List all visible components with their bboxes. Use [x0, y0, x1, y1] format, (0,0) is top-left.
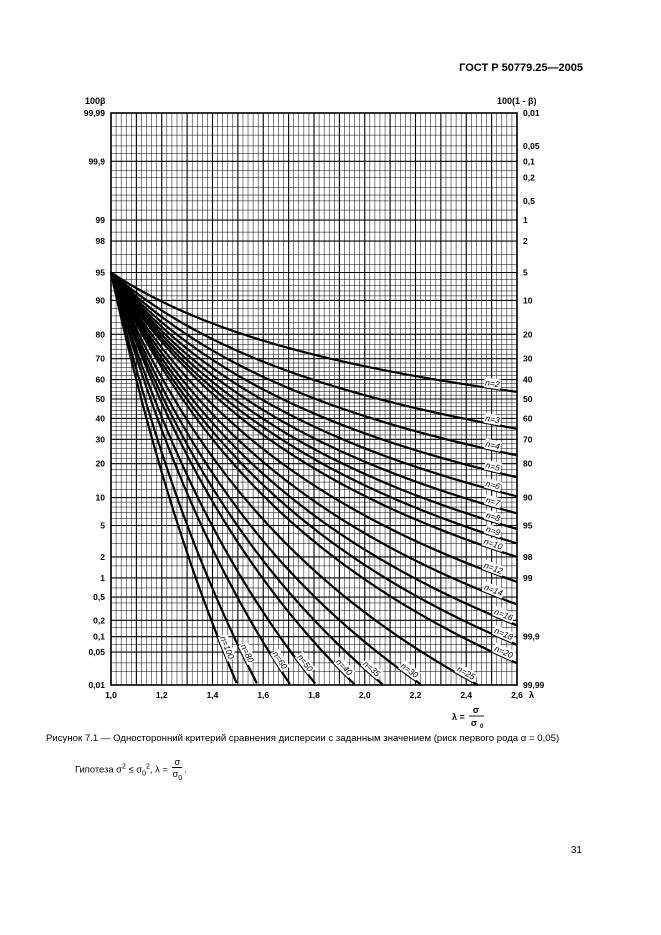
y-right-title: 100(1 - β) [497, 96, 537, 106]
x-formula-den-sub: 0 [480, 724, 484, 730]
formula-sep: , λ = [149, 763, 171, 775]
y-left-title: 100β [85, 96, 106, 106]
hypothesis-formula [75, 756, 187, 784]
y-left-tick-label: 98 [95, 236, 105, 247]
fraction-den-sub: 0 [178, 774, 183, 782]
y-right-tick-label: 20 [523, 329, 533, 340]
y-left-tick-label: 0,01 [88, 680, 105, 690]
y-left-tick-label: 0,1 [93, 631, 105, 642]
curve-label: n=60 [270, 649, 290, 671]
curve-label: n=9 [484, 523, 502, 538]
curve-label: n=18 [493, 625, 515, 643]
x-formula-num: σ [472, 705, 480, 715]
y-right-tick-label: 1 [523, 215, 528, 226]
y-right-tick-label: 60 [523, 413, 533, 424]
fraction-numerator: σ [174, 756, 181, 767]
y-right-tick-label: 50 [523, 394, 533, 404]
y-right-tick-label: 80 [523, 458, 533, 469]
y-left-tick-label: 95 [95, 267, 105, 278]
formula-end: . [184, 763, 187, 775]
curve-label: n=8 [484, 509, 502, 524]
formula-rel: ≤ σ [125, 763, 143, 775]
y-left-tick-label: 90 [95, 295, 105, 306]
y-right-tick-label: 99 [523, 572, 533, 583]
page-number: 31 [570, 845, 582, 856]
curve-label: n=35 [361, 658, 383, 679]
x-tick-label: 1,0 [105, 690, 117, 700]
y-left-tick-label: 60 [95, 374, 105, 385]
y-left-tick-label: 0,05 [88, 647, 105, 658]
y-right-tick-label: 0,5 [523, 195, 535, 206]
fraction-den-symbol: σ [172, 768, 179, 779]
curve-label: n=3 [484, 412, 501, 426]
formula-prefix: Гипотеза σ [75, 763, 122, 775]
curve-label: n=10 [482, 535, 504, 552]
y-right-tick-label: 99,99 [523, 680, 545, 690]
curve-label: n=12 [482, 559, 505, 577]
y-right-tick-label: 90 [523, 492, 533, 503]
y-left-tick-label: 70 [95, 353, 105, 364]
x-tick-label: 1,4 [206, 690, 219, 700]
y-right-tick-label: 2 [523, 236, 528, 247]
y-right-tick-label: 99,9 [523, 631, 540, 642]
y-right-tick-label: 0,2 [523, 172, 535, 183]
x-formula-lhs: λ = [452, 712, 465, 722]
y-right-tick-label: 95 [523, 520, 533, 531]
y-right-tick-label: 5 [523, 267, 528, 278]
figure-caption: Рисунок 7.1 — Односторонний критерий сравнения дисперсии с заданным значением (риск первого рода α = 0,05) [46, 733, 560, 744]
y-left-tick-label: 2 [100, 551, 105, 562]
curve-label: n=30 [398, 660, 421, 680]
y-right-tick-label: 70 [523, 434, 533, 445]
y-right-tick-label: 10 [523, 295, 533, 306]
y-right-tick-label: 0,1 [523, 156, 535, 167]
curve-label: n=20 [493, 643, 515, 661]
lambda-fraction [172, 756, 182, 784]
curve-label: n=100 [218, 634, 237, 661]
formula-sup-b: 2 [145, 763, 150, 771]
y-left-tick-label: 20 [95, 458, 105, 469]
curve-label: n=80 [238, 642, 257, 665]
y-left-tick-label: 99,9 [88, 156, 105, 167]
y-left-tick-label: 1 [100, 572, 105, 583]
y-left-tick-label: 0,2 [93, 615, 105, 626]
curve-label: n=7 [484, 494, 502, 509]
y-left-tick-label: 10 [95, 492, 105, 503]
curve-label: n=6 [484, 478, 502, 492]
y-left-tick-label: 99 [95, 215, 105, 226]
curve-label: n=25 [455, 663, 477, 682]
y-left-tick-label: 30 [95, 434, 105, 445]
y-right-tick-label: 98 [523, 551, 533, 562]
y-left-tick-label: 40 [95, 413, 105, 424]
y-right-tick-label: 30 [523, 353, 533, 364]
curve-label: n=2 [484, 377, 501, 390]
fraction-denominator [172, 768, 182, 784]
x-tick-label: 2,0 [358, 690, 371, 700]
x-tick-label: 2,2 [409, 690, 422, 700]
x-tick-label: 1,6 [257, 690, 270, 700]
curve-label: n=40 [333, 656, 355, 678]
x-formula-den: σ [470, 718, 478, 728]
curve-label: n=4 [484, 438, 501, 452]
formula-sub: 0 [142, 770, 146, 778]
y-right-tick-label: 40 [523, 374, 533, 385]
x-tick-label: 1,8 [308, 690, 320, 700]
y-left-tick-label: 80 [95, 329, 105, 340]
y-left-tick-label: 50 [95, 394, 105, 404]
y-left-tick-label: 0,5 [93, 592, 105, 603]
y-right-tick-label: 0,01 [523, 108, 540, 118]
x-tick-label: 2,6 [511, 690, 523, 700]
y-right-tick-label: 0,05 [523, 140, 540, 151]
y-left-tick-label: 99,99 [83, 108, 105, 118]
y-left-tick-label: 5 [100, 520, 105, 531]
x-axis-end-label: λ [529, 690, 535, 700]
curve-label: n=16 [492, 606, 515, 623]
x-tick-label: 1,2 [155, 690, 168, 700]
formula-sup: 2 [121, 763, 126, 771]
curve-label: n=14 [482, 581, 505, 599]
curve-label: n=5 [484, 459, 502, 473]
x-tick-label: 2,4 [460, 690, 473, 700]
curve-label: n=50 [295, 652, 316, 674]
document-header: ГОСТ Р 50779.25—2005 [459, 62, 583, 74]
